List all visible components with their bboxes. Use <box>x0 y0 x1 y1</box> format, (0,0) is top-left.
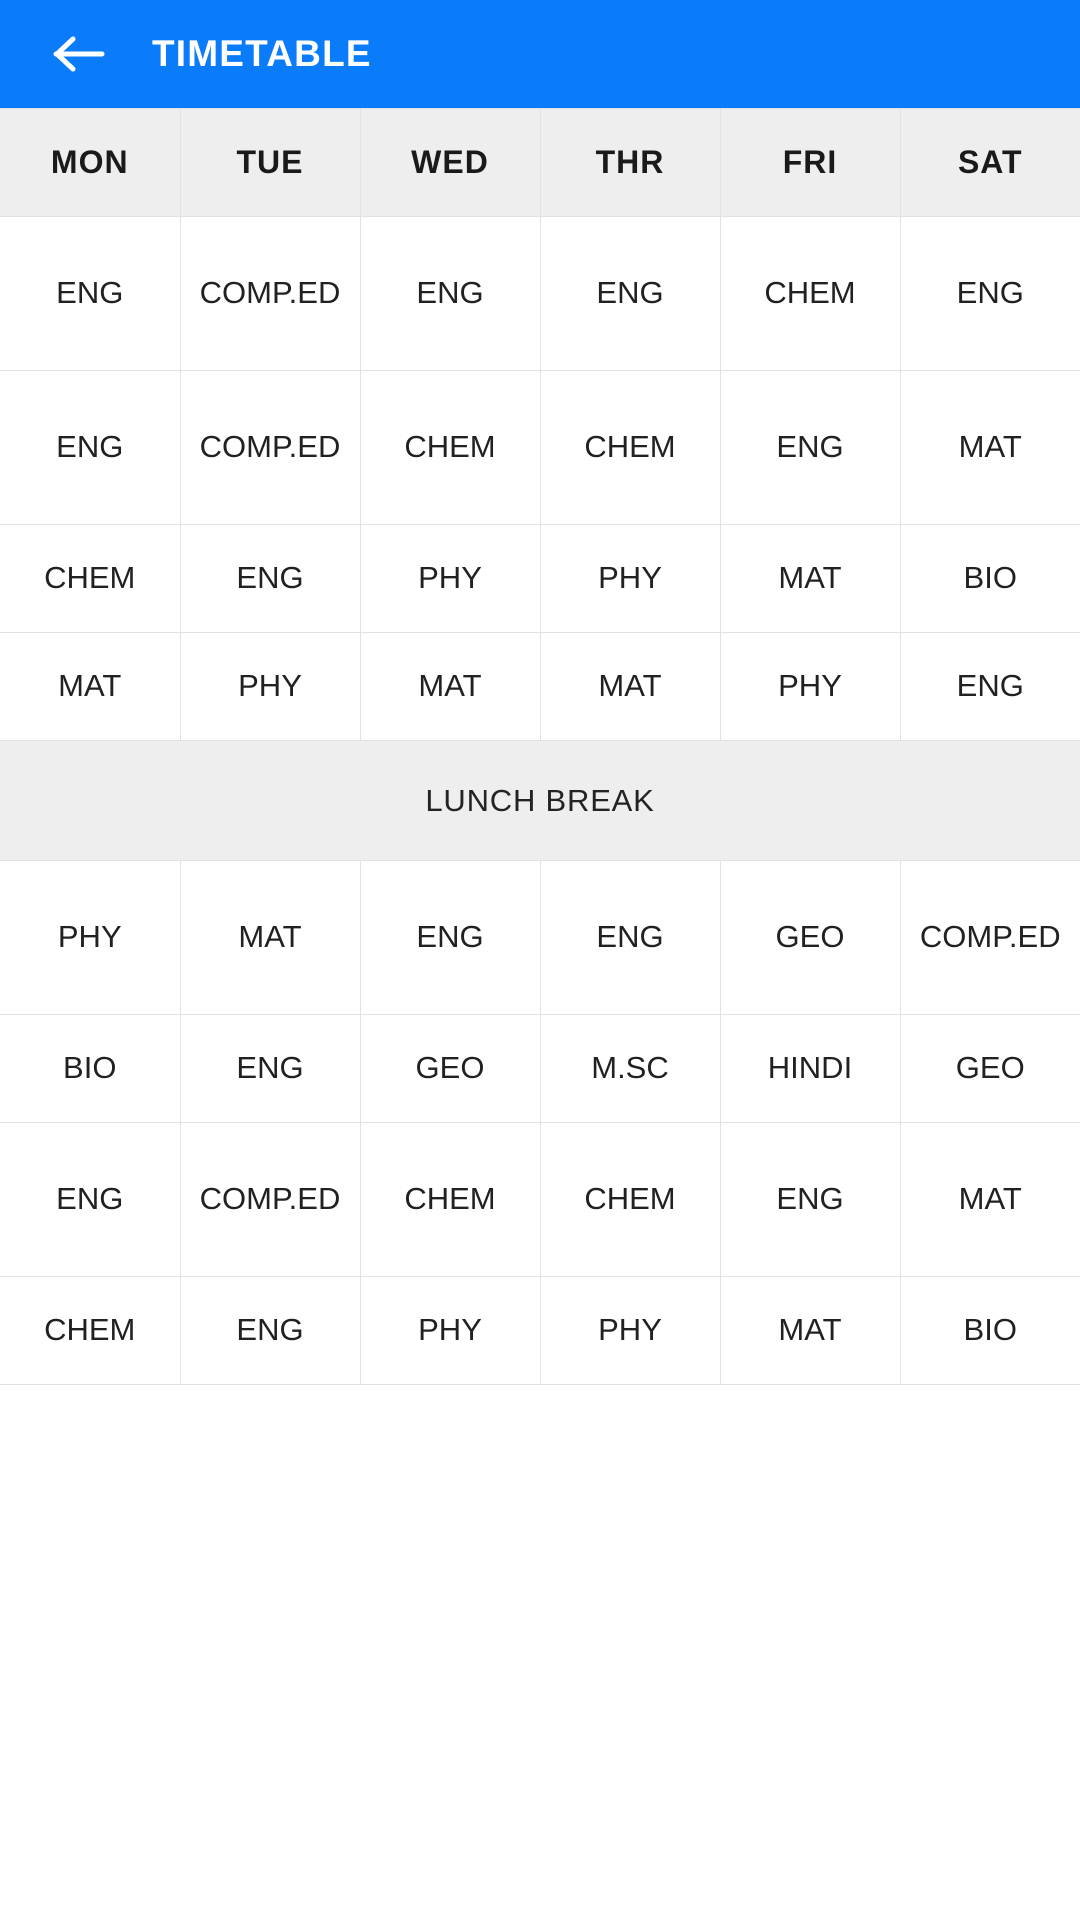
timetable-cell[interactable]: CHEM <box>0 1277 180 1385</box>
timetable-cell[interactable]: GEO <box>360 1015 540 1123</box>
timetable-cell[interactable]: MAT <box>900 371 1080 525</box>
app-bar <box>0 0 1080 108</box>
timetable-cell[interactable]: COMP.ED <box>180 217 360 371</box>
timetable-cell[interactable]: COMP.ED <box>180 371 360 525</box>
page-title: TIMETABLE <box>152 33 372 74</box>
timetable-cell[interactable]: ENG <box>360 861 540 1015</box>
timetable-cell[interactable]: PHY <box>180 633 360 741</box>
column-header-thr: THR <box>540 109 720 217</box>
empty-space <box>0 1385 1080 1920</box>
timetable-cell[interactable]: BIO <box>900 525 1080 633</box>
timetable-cell[interactable]: PHY <box>540 1277 720 1385</box>
timetable-grid <box>0 108 1080 1385</box>
timetable-cell[interactable]: COMP.ED <box>900 861 1080 1015</box>
column-header-wed: WED <box>360 109 540 217</box>
timetable-cell[interactable]: PHY <box>540 525 720 633</box>
table-row <box>0 1277 1080 1385</box>
timetable-cell[interactable]: CHEM <box>540 1123 720 1277</box>
timetable-cell[interactable]: ENG <box>540 861 720 1015</box>
column-header-fri: FRI <box>720 109 900 217</box>
table-row <box>0 633 1080 741</box>
table-row <box>0 1015 1080 1123</box>
column-header-sat: SAT <box>900 109 1080 217</box>
timetable-cell[interactable]: CHEM <box>540 371 720 525</box>
timetable-cell[interactable]: ENG <box>540 217 720 371</box>
timetable-cell[interactable]: CHEM <box>0 525 180 633</box>
lunch-break-label: LUNCH BREAK <box>0 741 1080 861</box>
timetable-cell[interactable]: ENG <box>180 1277 360 1385</box>
timetable-cell[interactable]: BIO <box>900 1277 1080 1385</box>
timetable-cell[interactable]: ENG <box>900 217 1080 371</box>
table-row <box>0 371 1080 525</box>
timetable-cell[interactable]: ENG <box>720 371 900 525</box>
timetable-cell[interactable]: BIO <box>0 1015 180 1123</box>
timetable-cell[interactable]: MAT <box>540 633 720 741</box>
timetable-cell[interactable]: PHY <box>0 861 180 1015</box>
timetable-cell[interactable]: ENG <box>720 1123 900 1277</box>
timetable-cell[interactable]: PHY <box>360 525 540 633</box>
lunch-break-row <box>0 741 1080 861</box>
timetable-cell[interactable]: ENG <box>0 217 180 371</box>
table-header-row <box>0 109 1080 217</box>
timetable-cell[interactable]: CHEM <box>720 217 900 371</box>
timetable-cell[interactable]: MAT <box>720 525 900 633</box>
timetable-cell[interactable]: MAT <box>0 633 180 741</box>
timetable-cell[interactable]: ENG <box>180 525 360 633</box>
timetable-cell[interactable]: ENG <box>900 633 1080 741</box>
timetable-cell[interactable]: CHEM <box>360 371 540 525</box>
timetable-cell[interactable]: HINDI <box>720 1015 900 1123</box>
timetable-cell[interactable]: MAT <box>180 861 360 1015</box>
table-row <box>0 217 1080 371</box>
timetable-cell[interactable]: PHY <box>720 633 900 741</box>
column-header-tue: TUE <box>180 109 360 217</box>
timetable-cell[interactable]: GEO <box>900 1015 1080 1123</box>
timetable-cell[interactable]: MAT <box>360 633 540 741</box>
timetable-cell[interactable]: PHY <box>360 1277 540 1385</box>
timetable-cell[interactable]: ENG <box>0 371 180 525</box>
timetable-cell[interactable]: ENG <box>180 1015 360 1123</box>
table-row <box>0 1123 1080 1277</box>
timetable-cell[interactable]: M.SC <box>540 1015 720 1123</box>
timetable-cell[interactable]: COMP.ED <box>180 1123 360 1277</box>
timetable-cell[interactable]: GEO <box>720 861 900 1015</box>
timetable-cell[interactable]: MAT <box>720 1277 900 1385</box>
timetable-cell[interactable]: ENG <box>0 1123 180 1277</box>
column-header-mon: MON <box>0 109 180 217</box>
timetable-cell[interactable]: ENG <box>360 217 540 371</box>
arrow-left-icon[interactable] <box>50 25 108 83</box>
timetable-cell[interactable]: MAT <box>900 1123 1080 1277</box>
table-row <box>0 525 1080 633</box>
table-row <box>0 861 1080 1015</box>
timetable-cell[interactable]: CHEM <box>360 1123 540 1277</box>
